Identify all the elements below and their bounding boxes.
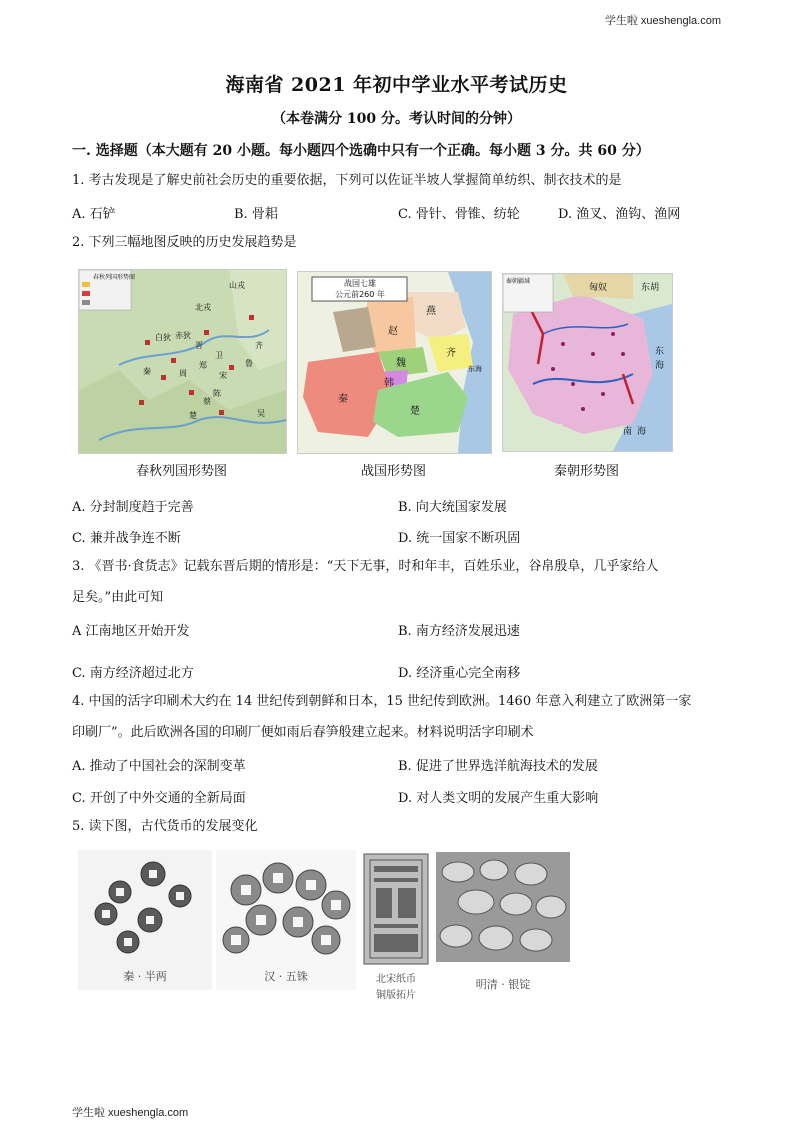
map-qin [502,273,673,452]
map-spring-label: 卫 [215,351,223,360]
map-spring-label: 蔡 [203,397,211,406]
q3-option-a: A 江南地区开始开发 [72,624,190,639]
page-subtitle: （本卷满分 100 分。考认时间的分钟） [272,111,521,127]
q5-stem: 5. 读下图，古代货币的发展变化 [72,819,258,834]
map-spring-label: 郑 [199,361,207,370]
map-warring-box-line1: 战国七雄 [344,279,376,288]
map-qin-caption: 秦朝形势图 [553,464,619,479]
q3-stem-line2: 足矣。”由此可知 [72,590,164,605]
q1-stem: 1. 考古发现是了解史前社会历史的重要依据，下列可以佐证半坡人掌握简单纺织、制衣技术的是 [72,173,622,188]
map-spring-label: 赤狄 [175,331,191,340]
map-qin-label: 东 [655,347,665,357]
q1-option-a: A. 石铲 [72,207,116,222]
map-qin-label: 匈奴 [589,283,608,293]
q4-option-b: B. 促进了世界选洋航海技术的发展 [398,759,598,774]
map-spring-label: 宋 [219,371,227,380]
map-spring-label: 北戎 [195,303,211,312]
q4-option-d: D. 对人类文明的发展产生重大影响 [398,791,599,806]
q4-option-c: C. 开创了中外交通的全新局面 [72,791,246,806]
coin-caption-qin: 秦 · 半两 [123,970,167,983]
q3-option-c: C. 南方经济超过北方 [72,666,194,681]
map-spring-label: 秦 [143,367,151,376]
map-qin-legend-title: 秦朝疆域 [506,278,531,285]
q3-stem-line1: 3. 《晋书·食货志》记载东晋后期的情形是：“天下无事，时和年丰，百姓乐业，谷帛殷阜，几乎家给人 [72,559,659,574]
map-spring-label: 晋 [195,341,203,350]
q3-option-b: B. 南方经济发展迅速 [398,624,520,639]
map-warring-label: 赵 [388,326,398,337]
footer-site: 学生啦 xueshengla.com [72,1107,189,1119]
q2-stem: 2. 下列三幅地图反映的历史发展趋势是 [72,235,297,250]
q2-option-b: B. 向大统国家发展 [398,500,507,515]
coin-caption-song-line1: 北宋纸币 [376,974,416,985]
coin-caption-han: 汉 · 五铢 [264,970,308,983]
section-heading: 一. 选择题（本大题有 20 小题。每小题四个选确中只有一个正确。每小题 3 分。共 60 分） [72,143,650,159]
map-warring-caption: 战国形势图 [360,464,426,479]
map-spring-label: 山戎 [229,281,245,290]
q4-stem-line1: 4. 中国的活字印刷术大约在 14 世纪传到朝鲜和日本，15 世纪传到欧洲。1460 年意入利建立了欧洲第一家 [72,694,692,709]
map-warring-label: 燕 [426,306,436,317]
coin-caption-mingqing: 明清 · 银锭 [475,978,531,991]
map-qin-label: 海 [655,361,665,371]
map-warring-box-line2: 公元前260 年 [335,290,385,299]
map-qin-label: 南 [623,427,633,437]
q4-stem-line2: 印刷厂”。此后欧洲各国的印刷厂便如雨后春笋般建立起来。材料说明活字印刷术 [72,725,534,740]
map-warring-label: 楚 [410,406,420,417]
map-spring-label: 周 [179,369,187,378]
map-warring-label: 齐 [446,348,456,359]
map-spring-label: 陈 [213,389,221,398]
map-qin-label: 海 [637,427,647,437]
map-spring-label: 鲁 [245,359,253,368]
map-warring-label: 韩 [384,378,394,389]
map-warring-label: 魏 [396,358,406,369]
map-spring-label: 吴 [257,409,265,418]
header-site: 学生啦 xueshengla.com [604,15,721,27]
map-spring-label: 齐 [255,341,263,350]
map-spring-autumn [78,269,287,454]
page-title: 海南省 2021 年初中学业水平考试历史 [225,74,568,96]
q1-option-c: C. 骨针、骨锥、纺轮 [398,207,520,222]
q1-option-b: B. 骨耜 [234,207,278,222]
map-warring-states [297,271,492,454]
map-warring-label: 秦 [338,394,348,405]
map-qin-label: 东胡 [641,283,660,293]
q2-option-d: D. 统一国家不断巩固 [398,531,521,546]
map-spring-label: 楚 [189,411,197,420]
coin-image-song [362,852,430,1002]
coin-caption-song-line2: 铜版拓片 [376,990,416,1001]
coin-image-qin [78,850,212,990]
q1-option-d: D. 渔叉、渔钩、渔网 [558,207,681,222]
map-spring-legend-title: 春秋列国形势图 [93,274,136,281]
q2-option-c: C. 兼并战争连不断 [72,531,181,546]
coin-image-han [216,850,356,990]
map-spring-label: 白狄 [155,333,171,342]
map-warring-label: 东海 [468,365,482,373]
map-spring-caption: 春秋列国形势图 [135,464,227,479]
coin-image-mingqing [436,852,570,1002]
q2-option-a: A. 分封制度趋于完善 [72,500,194,515]
q3-option-d: D. 经济重心完全南移 [398,666,521,681]
q4-option-a: A. 推动了中国社会的深制变革 [72,759,246,774]
